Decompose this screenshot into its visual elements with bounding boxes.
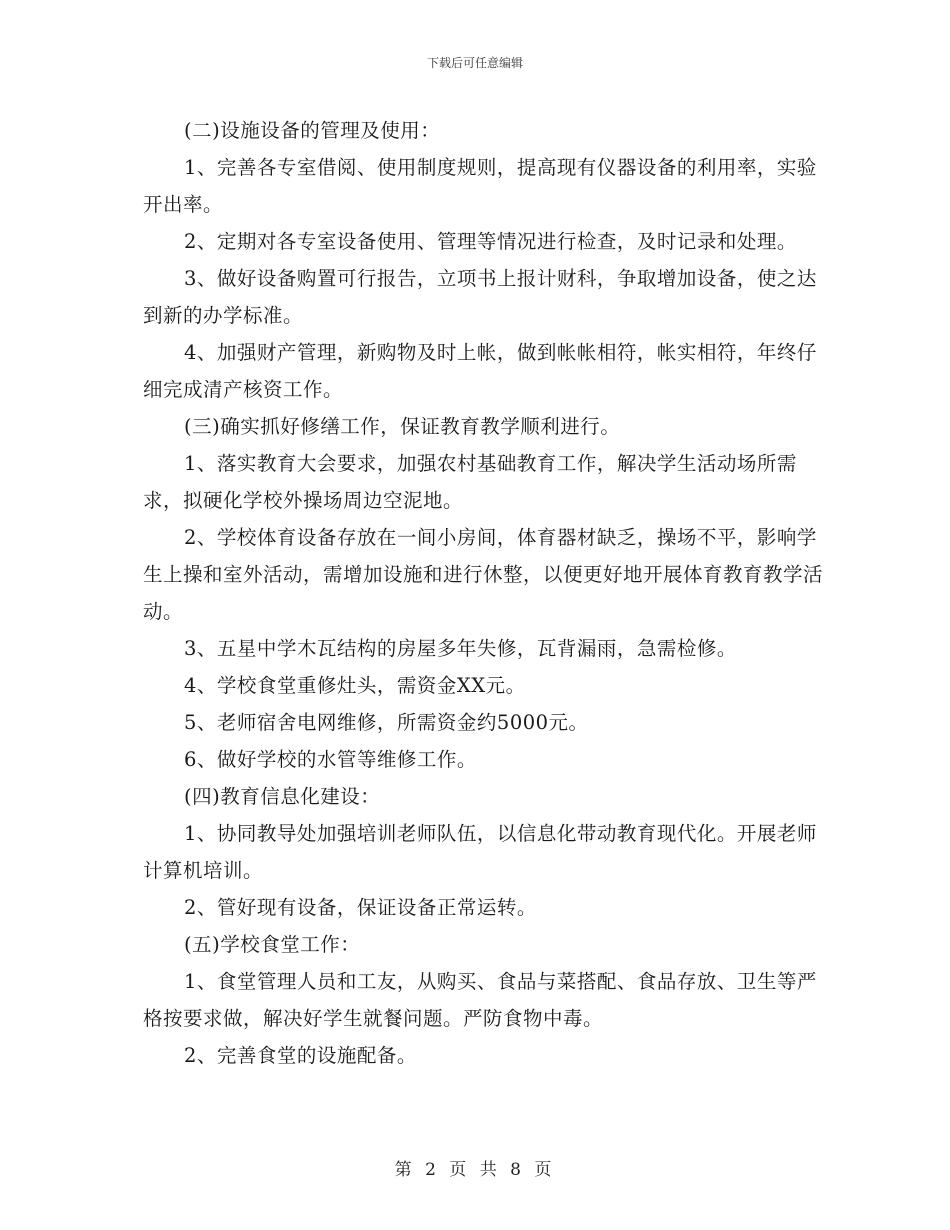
paragraph: 1、协同教导处加强培训老师队伍，以信息化带动教育现代化。开展老师计算机培训。 (143, 822, 817, 882)
section-heading-informatization: (四)教育信息化建设： (184, 785, 381, 808)
paragraph: 1、食堂管理人员和工友，从购买、食品与菜搭配、食品存放、卫生等严格按要求做，解决好学生就餐问题。严防食物中毒。 (143, 970, 817, 1030)
paragraph: 6、做好学校的水管等维修工作。 (184, 748, 477, 771)
section-heading-repairs: (三)确实抓好修缮工作，保证教育教学顺利进行。 (184, 415, 621, 438)
section-heading-facilities: (二)设施设备的管理及使用： (184, 119, 441, 142)
paragraph: 3、做好设备购置可行报告，立项书上报计财科，争取增加设备，使之达到新的办学标准。 (143, 267, 817, 327)
paragraph: 3、五星中学木瓦结构的房屋多年失修，瓦背漏雨，急需检修。 (184, 637, 737, 660)
paragraph: 1、完善各专室借阅、使用制度规则，提高现有仪器设备的利用率，实验开出率。 (143, 156, 817, 216)
paragraph: 2、完善食堂的设施配备。 (184, 1044, 417, 1067)
page-number: 第 2 页 共 8 页 (394, 1160, 556, 1180)
section-heading-canteen: (五)学校食堂工作： (184, 933, 361, 956)
paragraph: 2、定期对各专室设备使用、管理等情况进行检查，及时记录和处理。 (184, 230, 797, 253)
paragraph: 2、管好现有设备，保证设备正常运转。 (184, 896, 537, 919)
paragraph: 4、加强财产管理，新购物及时上帐，做到帐帐相符，帐实相符，年终仔细完成清产核资工作。 (143, 341, 817, 401)
header-note: 下载后可任意编辑 (426, 56, 523, 70)
paragraph: 2、学校体育设备存放在一间小房间，体育器材缺乏，操场不平，影响学生上操和室外活动，需增加设施和进行休整，以便更好地开展体育教育教学活动。 (143, 526, 824, 623)
paragraph: 5、老师宿舍电网维修，所需资金约5000元。 (184, 711, 589, 734)
paragraph: 1、落实教育大会要求，加强农村基础教育工作，解决学生活动场所需求，拟硬化学校外操场周边空泥地。 (143, 452, 797, 512)
document-body (143, 112, 823, 1074)
paragraph: 4、学校食堂重修灶头，需资金XX元。 (184, 674, 526, 697)
